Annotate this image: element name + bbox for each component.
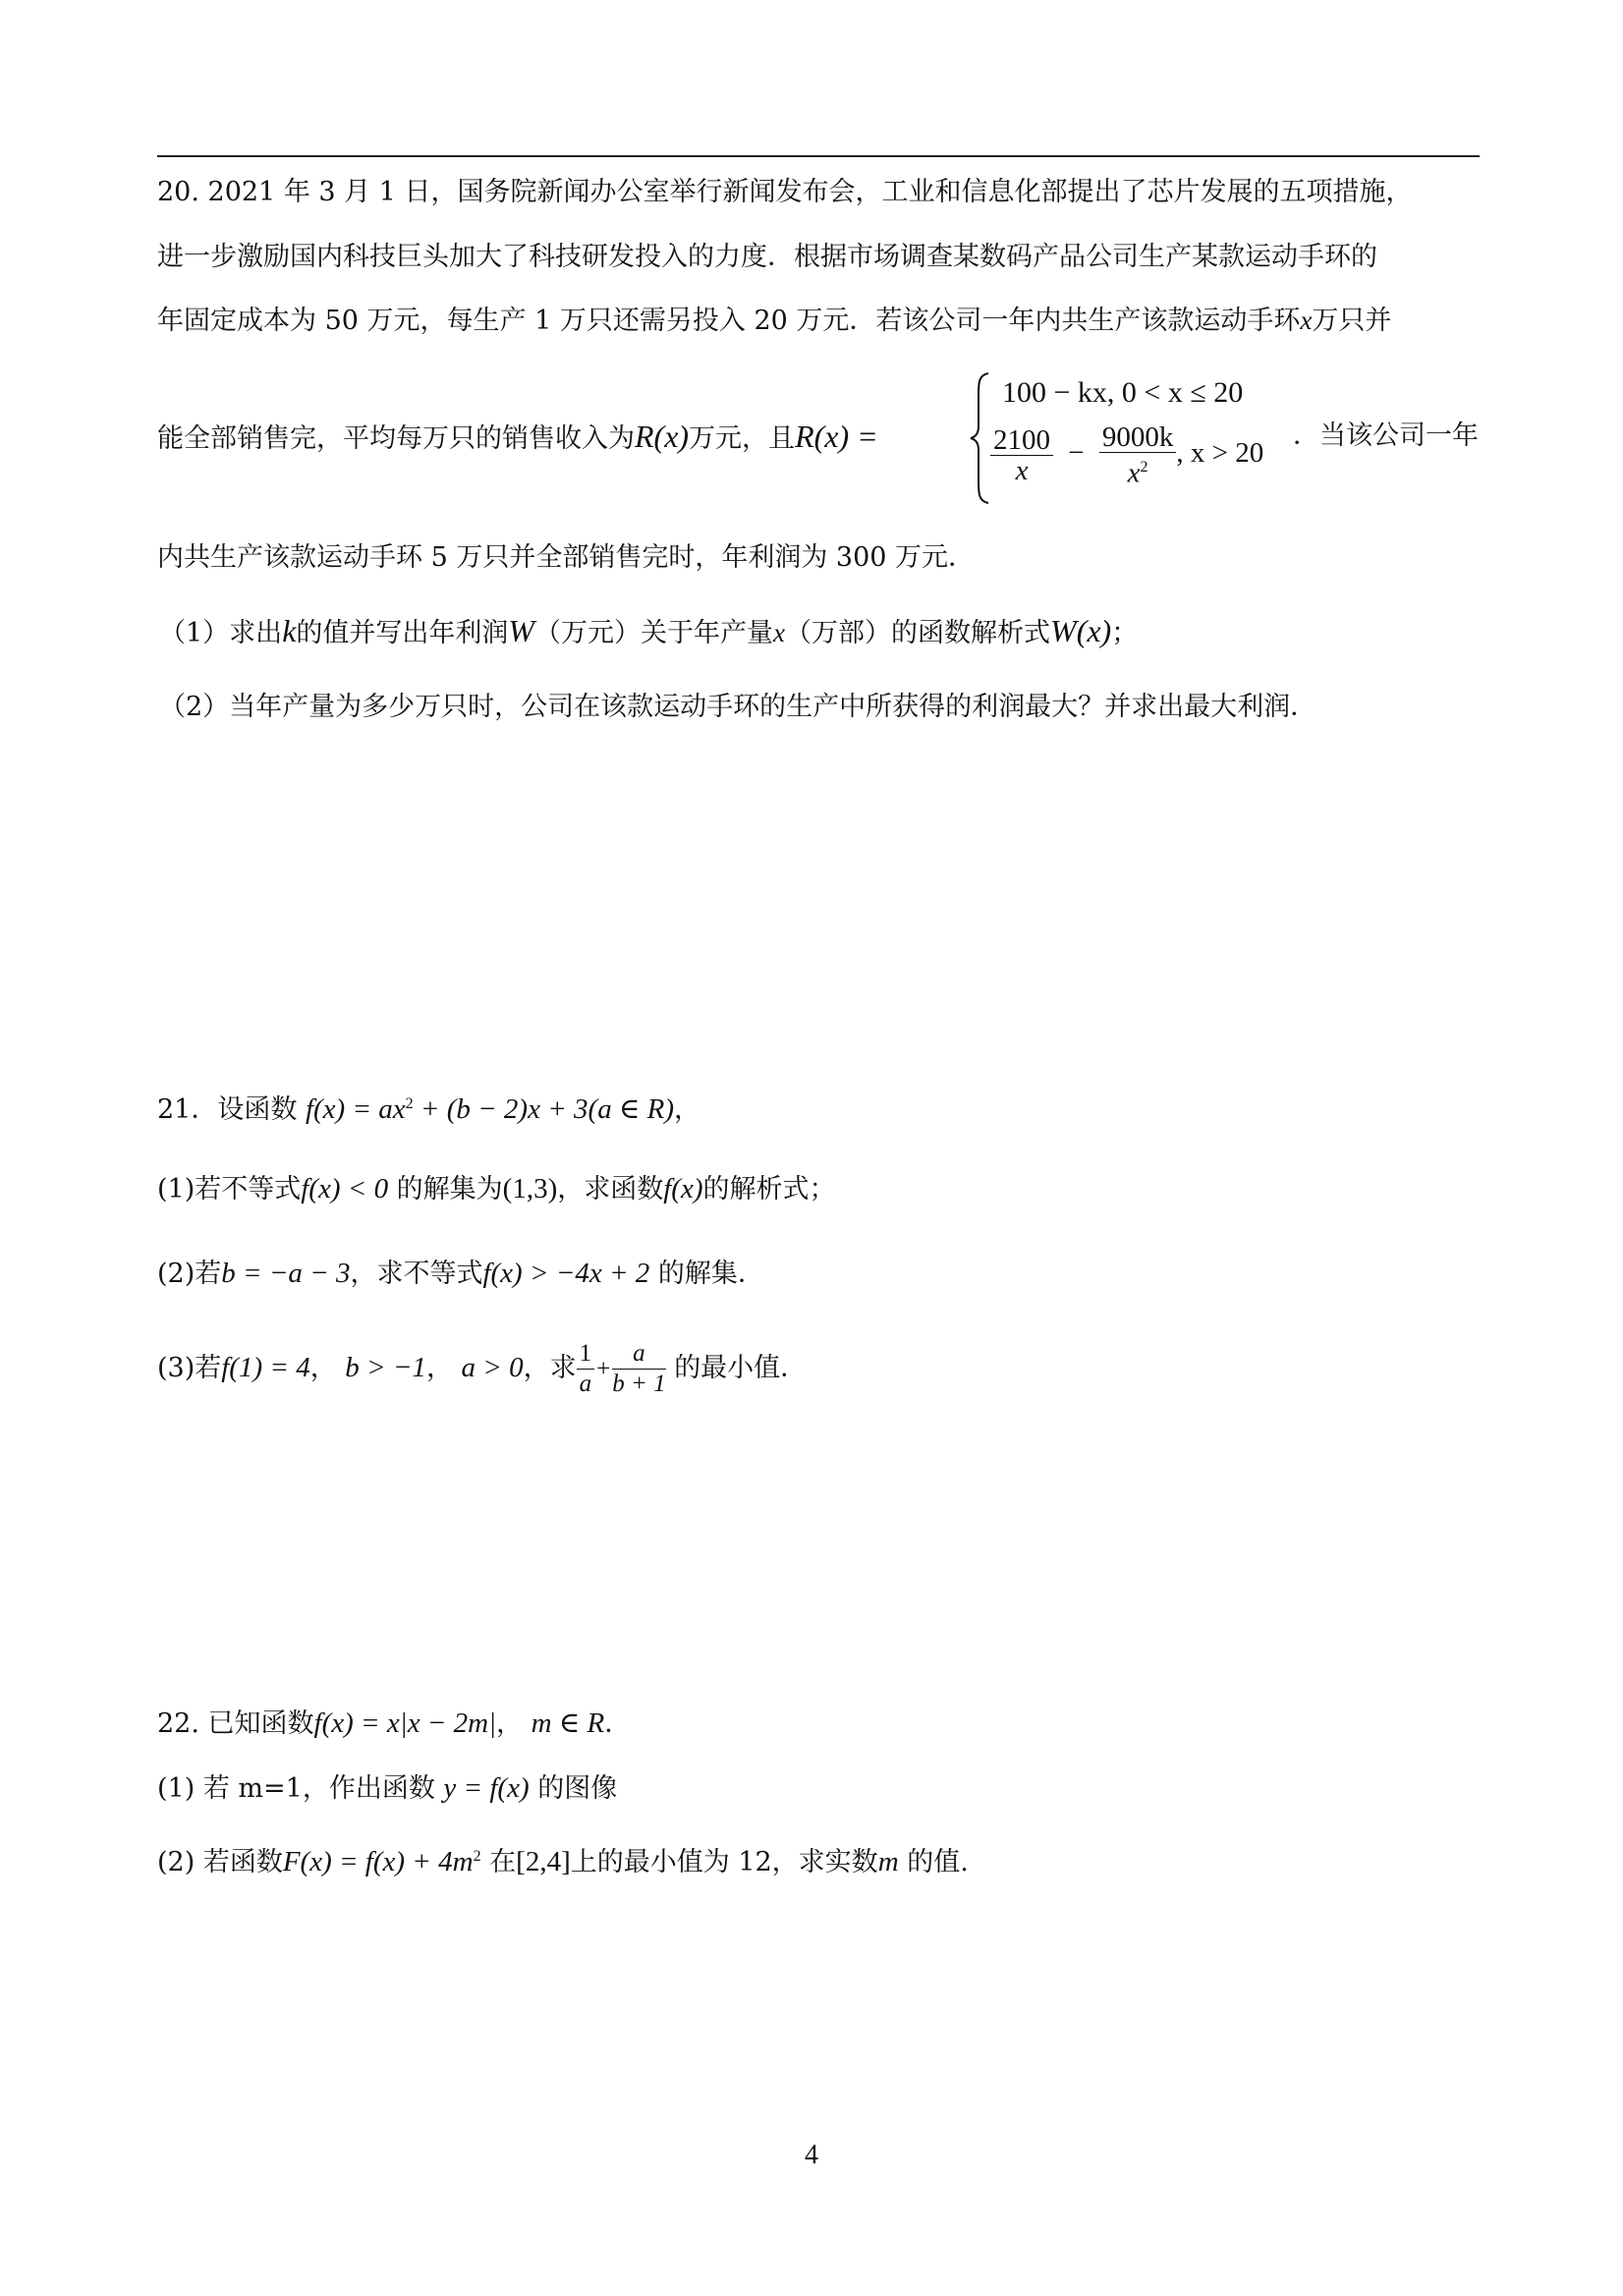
revenue-function: R(x) (635, 419, 690, 454)
q20-line-2: 进一步激励国内科技巨头加大了科技研发投入的力度．根据市场调查某数码产品公司生产某款运动手环的 (157, 242, 1377, 272)
q22-statement: 22. 已知函数f(x) = x|x − 2m|， m ∈ R． (157, 1708, 632, 1739)
fraction-2100-x: $\frac{2100}{x}$ (990, 425, 1053, 485)
q20-line-1: 20. 2021 年 3 月 1 日，国务院新闻办公室举行新闻发布会，工业和信息化部提出了芯片发展的五项措施， (157, 177, 1413, 207)
q21-part-1: (1)若不等式f(x) < 0 的解集为(1,3)，求函数f(x)的解析式； (157, 1173, 836, 1204)
fraction-9000k-x2: $\frac{9000k}{x^2}$ (1099, 422, 1177, 488)
q20-line-4-tail: ．当该公司一年 (1293, 420, 1479, 451)
q21-statement: 21．设函数 $f(x) = ax^2 + (b - 2)x + 3(a$ ∈ R)， (157, 1093, 701, 1125)
fraction-1-over-a: $\frac{1}{a}$ (577, 1339, 595, 1399)
piecewise-case-2: $\frac{2100}{x}$ − $\frac{9000k}{x^2}$ , x > 20 (990, 422, 1263, 488)
q20-part-1: （1）求出k的值并写出年利润W（万元）关于年产量x（万部）的函数解析式W(x)； (159, 613, 1139, 648)
piecewise-case-1: 100 − kx, 0 < x ≤ 20 (1002, 376, 1244, 409)
q22-part-2: (2) 若函数$F(x) = f(x) + 4m^2$ 在[2,4]上的最小值为 12，求实数m 的值. (157, 1846, 969, 1877)
fraction-a-over-b-plus-1: $\frac{a}{b + 1}$ (612, 1340, 666, 1397)
var-x: x (1300, 306, 1313, 335)
q22-part-1: (1) 若 m=1，作出函数 y = f(x) 的图像 (157, 1772, 618, 1804)
q20-part-2: （2）当年产量为多少万只时，公司在该款运动手环的生产中所获得的利润最大？并求出最大利润． (159, 692, 1317, 722)
q20-line-3: 年固定成本为 50 万元，每生产 1 万只还需另投入 20 万元．若该公司一年内共生产该款运动手环x万只并 (157, 306, 1392, 336)
q20-line-5: 内共生产该款运动手环 5 万只并全部销售完时，年利润为 300 万元． (157, 542, 976, 573)
q20-line-4-text: 能全部销售完，平均每万只的销售收入为R(x)万元，且R(x) = (157, 419, 878, 454)
q21-part-2: (2)若b = −a − 3，求不等式f(x) > −4x + 2 的解集． (157, 1258, 764, 1289)
q21-part-3: (3)若f(1) = 4， b > −1， a > 0，求 $\frac{1}{a}$ + $\frac{a}{b + 1}$ 的最小值． (157, 1340, 808, 1397)
header-rule (157, 155, 1480, 157)
page-number: 4 (805, 2140, 818, 2170)
revenue-function-eq: R(x) = (795, 419, 878, 454)
piecewise-brace (969, 371, 992, 505)
